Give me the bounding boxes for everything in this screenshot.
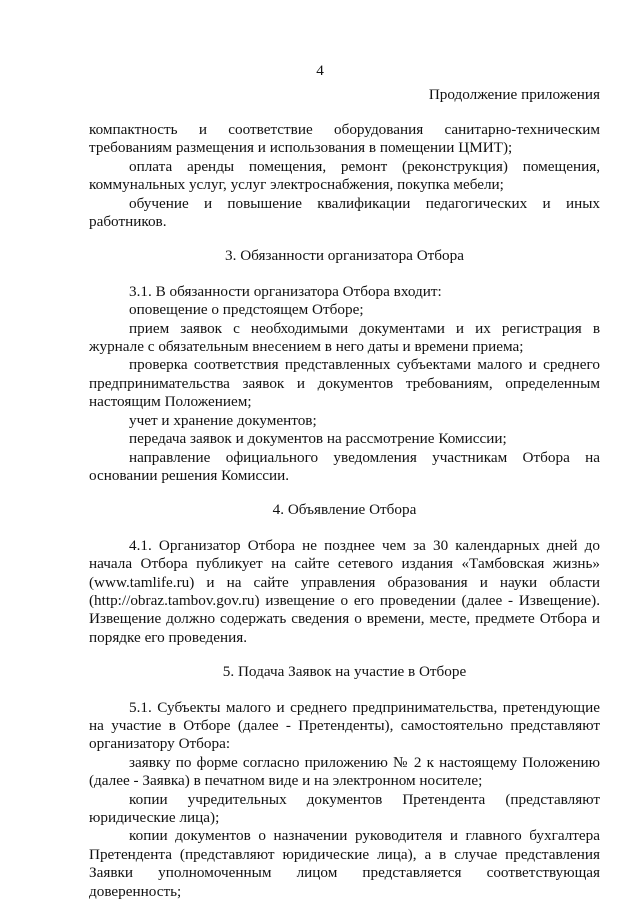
paragraph: прием заявок с необходимыми документами и их регистрация в журнале с обязательным внесением в него даты и времени приема;	[89, 319, 600, 356]
paragraph: оплата аренды помещения, ремонт (реконструкция) помещения, коммунальных услуг, услуг электроснабжения, покупка мебели;	[89, 157, 600, 194]
appendix-continuation-header: Продолжение приложения	[428, 86, 600, 103]
paragraph: копии учредительных документов Претендента (представляют юридические лица);	[89, 790, 600, 826]
paragraph: 4.1. Организатор Отбора не позднее чем за 30 календарных дней до начала Отбора публикует на сайте сетевого издания «Тамбовская жизнь» (www.tamlife.ru) и на сайте управления образования и науки области (http://obraz.tambov.gov.ru) извещение о его проведении (далее - Извещение). Извещение должно содержать сведения о времени, месте, предмете Отбора и порядке его проведения.	[89, 536, 600, 646]
paragraph: проверка соответствия представленных субъектами малого и среднего предпринимательства заявок и документов требованиям, определенным настоящим Положением;	[89, 356, 600, 411]
section-heading: 3. Обязанности организатора Отбора	[225, 247, 464, 265]
paragraph: передача заявок и документов на рассмотрение Комиссии;	[129, 430, 507, 448]
top-block	[89, 121, 600, 231]
section-heading: 4. Объявление Отбора	[272, 501, 417, 519]
document-body	[89, 121, 600, 901]
section-heading: 5. Подача Заявок на участие в Отборе	[222, 663, 467, 681]
paragraph: 3.1. В обязанности организатора Отбора входит:	[129, 282, 442, 300]
paragraph: заявку по форме согласно приложению № 2 к настоящему Положению (далее - Заявка) в печатном виде и на электронном носителе;	[89, 753, 600, 790]
paragraph: компактность и соответствие оборудования санитарно-техническим требованиям размещения и использования в помещении ЦМИТ);	[89, 121, 600, 157]
paragraph: направление официального уведомления участникам Отбора на основании решения Комиссии.	[89, 448, 600, 484]
section-5	[89, 663, 600, 901]
section-3	[89, 247, 600, 485]
paragraph: копии документов о назначении руководителя и главного бухгалтера Претендента (представляют юридические лица), а в случае представления Заявки уполномоченным лицом представляется соответствующая доверенность;	[89, 827, 600, 900]
paragraph: оповещение о предстоящем Отборе;	[129, 301, 364, 319]
section-4	[89, 501, 600, 647]
paragraph: обучение и повышение квалификации педагогических и иных работников.	[89, 194, 600, 231]
paragraph: учет и хранение документов;	[129, 411, 317, 429]
page-number: 4	[316, 62, 324, 79]
paragraph: 5.1. Субъекты малого и среднего предпринимательства, претендующие на участие в Отборе (далее - Претенденты), самостоятельно представляют организатору Отбора:	[89, 698, 600, 753]
